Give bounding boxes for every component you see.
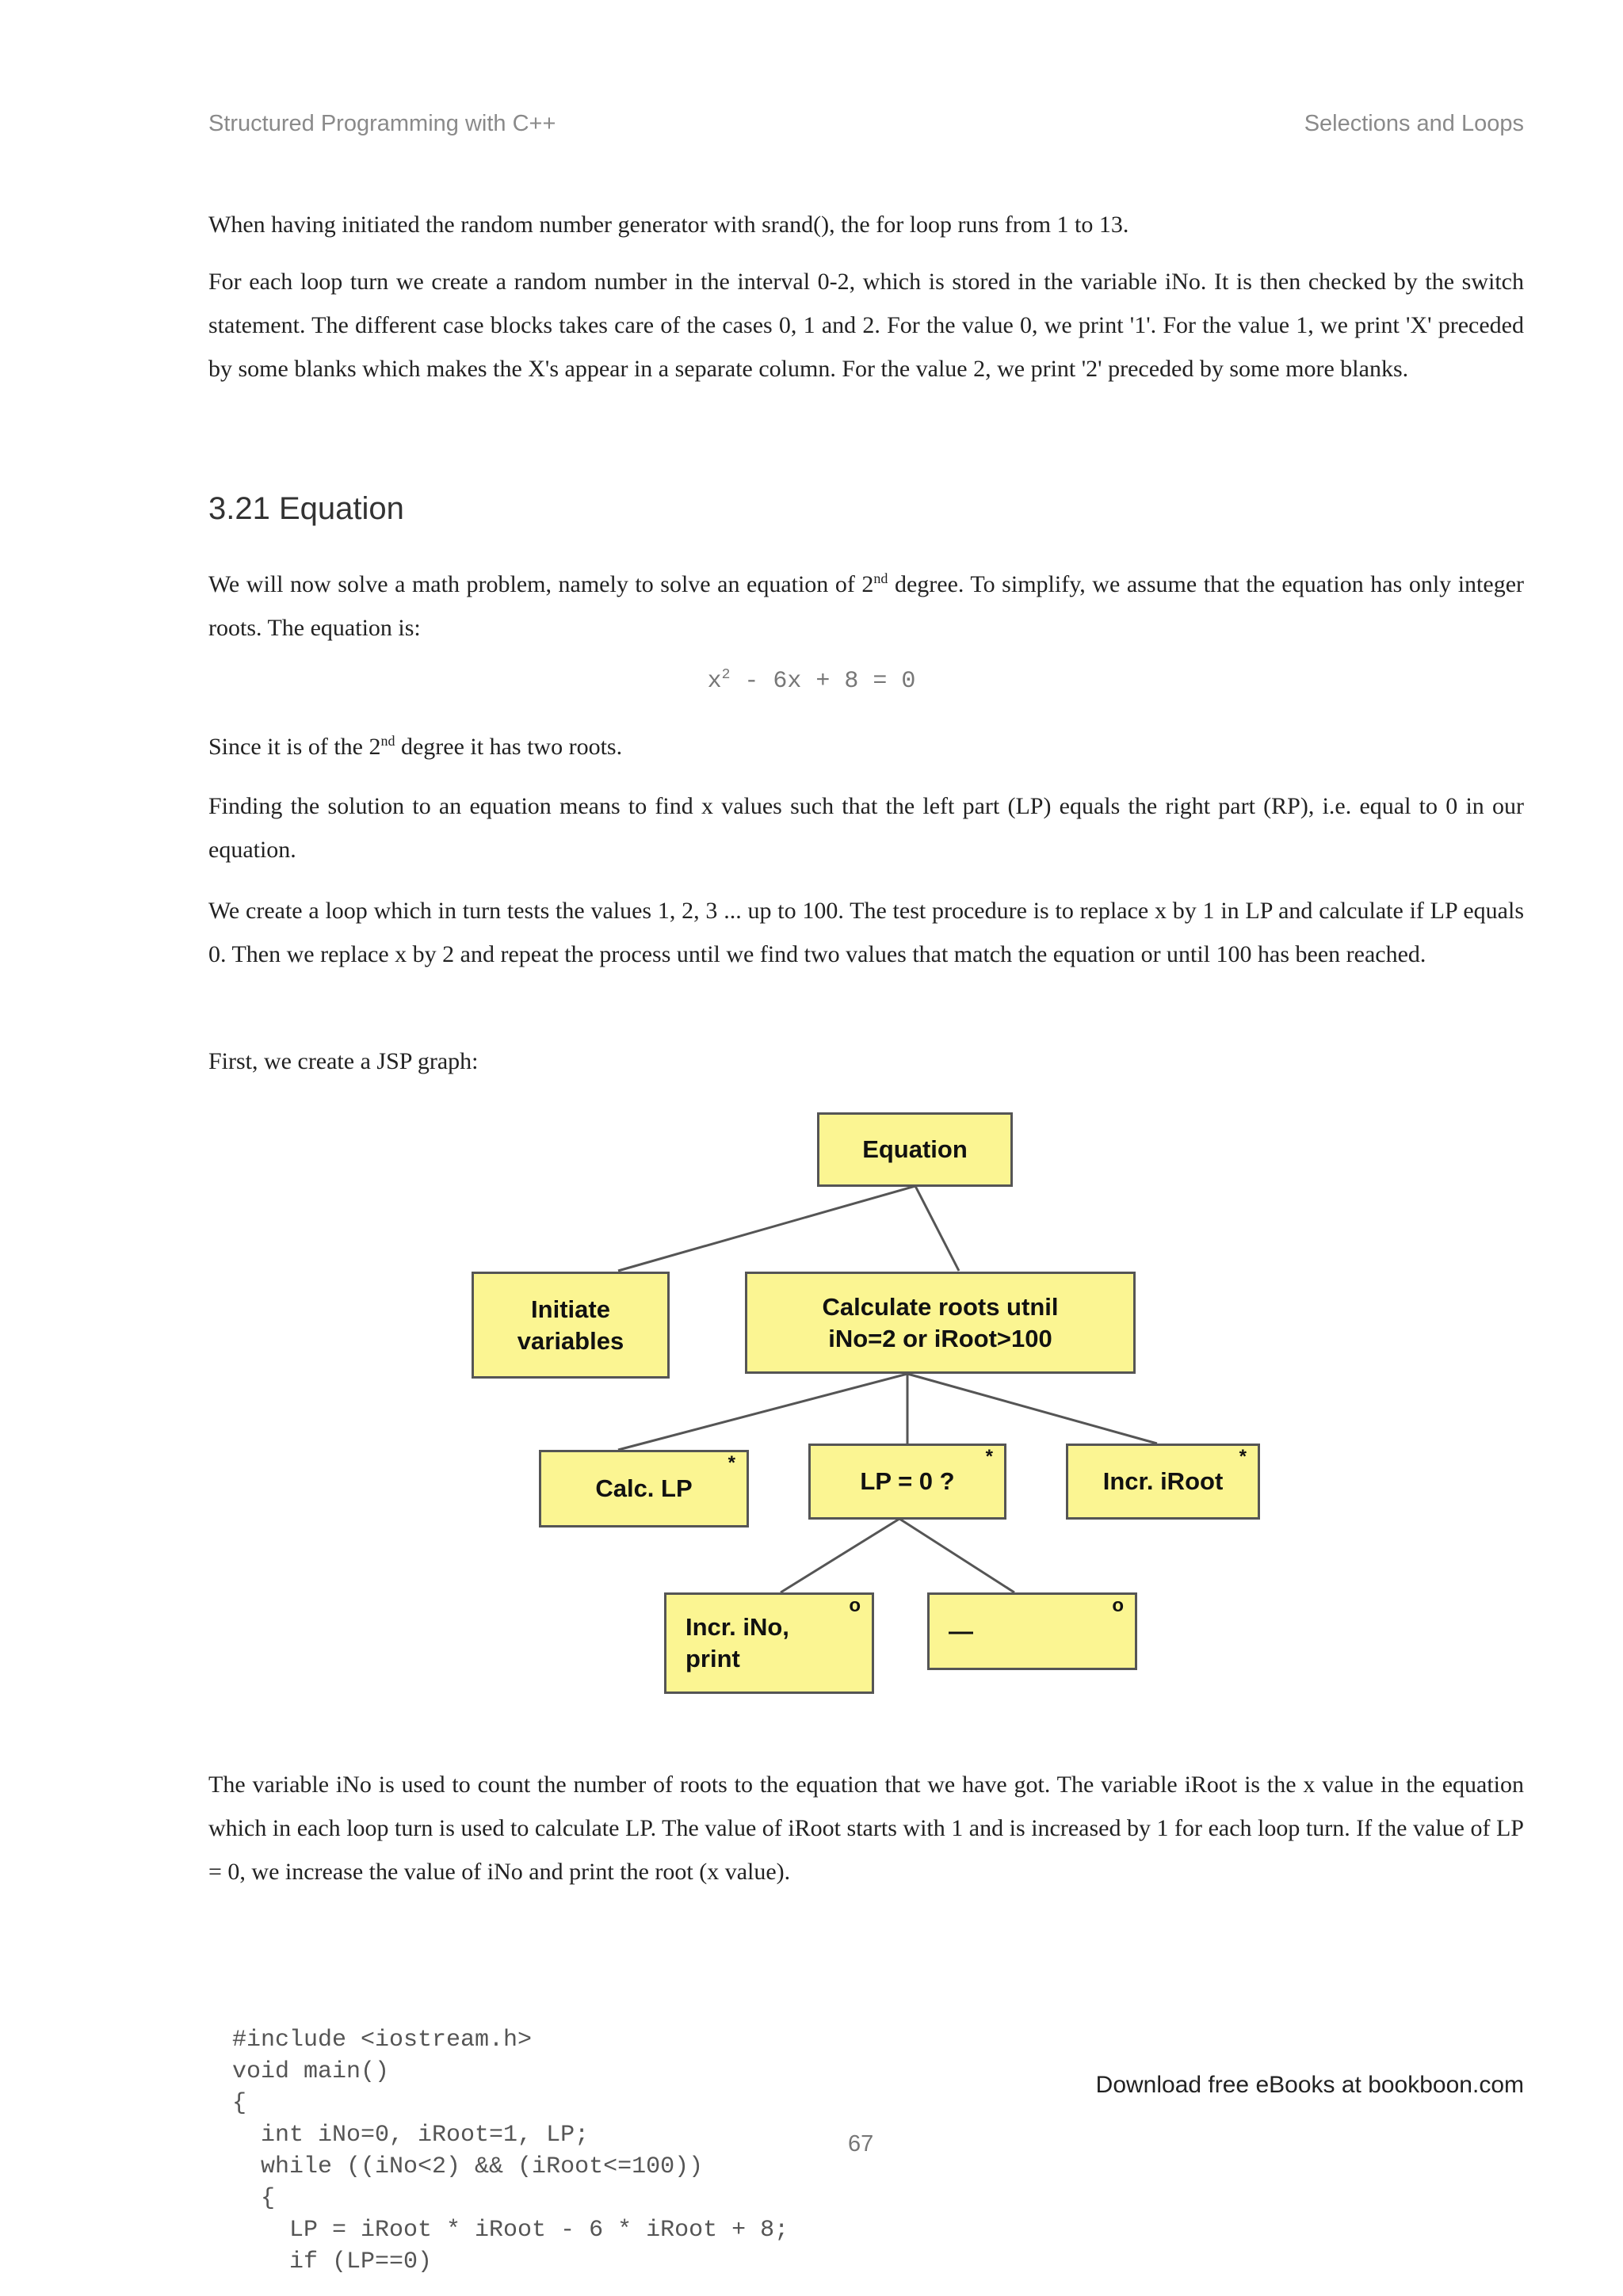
running-header-left: Structured Programming with C++ [208,111,556,136]
jsp-box-incr-iroot [1066,1444,1260,1520]
iteration-mark: * [727,1452,735,1474]
connector-test-no [899,1519,1014,1592]
jsp-box-calculate-roots-label: Calculate roots utnil iNo=2 or iRoot>100 [822,1292,1059,1352]
jsp-box-calculate-roots [745,1272,1136,1374]
jsp-box-calc-lp-label: Calc. LP [595,1474,693,1502]
connector-root-init [618,1186,915,1271]
paragraph-solution: Finding the solution to an equation means to find x values such that the left part (LP) equals the right part (RP), i.e. equal to 0 in our equation. [208,793,1524,863]
jsp-box-calc-lp [539,1450,749,1527]
connector-root-calc [915,1186,959,1271]
jsp-box-lp-test-label: LP = 0 ? [860,1467,955,1495]
jsp-box-initiate-variables [472,1272,670,1379]
jsp-box-lp-test [808,1444,1006,1520]
paragraph-loop: We create a loop which in turn tests the values 1, 2, 3 ... up to 100. The test procedure is to replace x by 1 in LP and calculate if LP equals 0. Then we replace x by 2 and repeat the process until we find two values that match the equation or until 100 has been reached. [208,898,1524,967]
jsp-box-equation [817,1112,1013,1187]
jsp-box-incr-ino-label: Incr. iNo, print [685,1613,789,1672]
jsp-box-empty-label: — [949,1617,973,1645]
page-number: 67 [848,2131,874,2157]
jsp-box-empty-branch [927,1592,1137,1670]
connector-calc-incr [907,1374,1157,1444]
paragraph-intro: We will now solve a math problem, namely to solve an equation of 2nd degree. To simplify, we assume that the equation has only integer roots. The equation is: [208,570,1525,641]
paragraph-srand: When having initiated the random number generator with srand(), the for loop runs from 1 to 13. [208,212,1129,238]
code-listing: #include <iostream.h> void main() { int iNo=0, iRoot=1, LP; while ((iNo<2) && (iRoot<=100)) { LP = iRoot * iRoot - 6 * iRoot + 8; if (LP==0) [232,2027,789,2275]
jsp-box-incr-ino-print [664,1592,874,1694]
connector-calc-lp [618,1374,907,1450]
selection-mark: o [1112,1595,1124,1616]
download-link[interactable]: Download free eBooks at bookboon.com [1095,2072,1524,2098]
section-heading: 3.21 Equation [208,491,404,526]
jsp-box-equation-label: Equation [862,1135,968,1163]
paragraph-variables: The variable iNo is used to count the number of roots to the equation that we have got. The variable iRoot is the x value in the equation which in each loop turn is used to calculate LP. The value of iRoot starts with 1 and is increased by 1 for each loop turn. If the value of LP = 0, we increase the value of iNo and print the root (x value). [208,1772,1524,1885]
paragraph-switch: For each loop turn we create a random number in the interval 0-2, which is stored in the variable iNo. It is then checked by the switch statement. The different case blocks takes care of the cases 0, 1 and 2. For the value 0, we print '1'. For the value 1, we print 'X' preceded by some blanks which makes the X's appear in a separate column. For the value 2, we print '2' preceded by some more blanks. [208,269,1524,382]
iteration-mark: * [1239,1446,1247,1467]
connector-test-yes [781,1519,899,1592]
selection-mark: o [849,1595,861,1616]
running-header-right: Selections and Loops [1304,111,1524,136]
iteration-mark: * [985,1446,993,1467]
equation: $x^2 - 6x + 8 = 0$ [707,667,916,695]
paragraph-jsp-intro: First, we create a JSP graph: [208,1048,479,1074]
paragraph-degree: Since it is of the 2nd degree it has two roots. [208,733,623,760]
jsp-box-initiate-label: Initiate variables [517,1295,624,1355]
jsp-box-incr-iroot-label: Incr. iRoot [1102,1467,1224,1495]
